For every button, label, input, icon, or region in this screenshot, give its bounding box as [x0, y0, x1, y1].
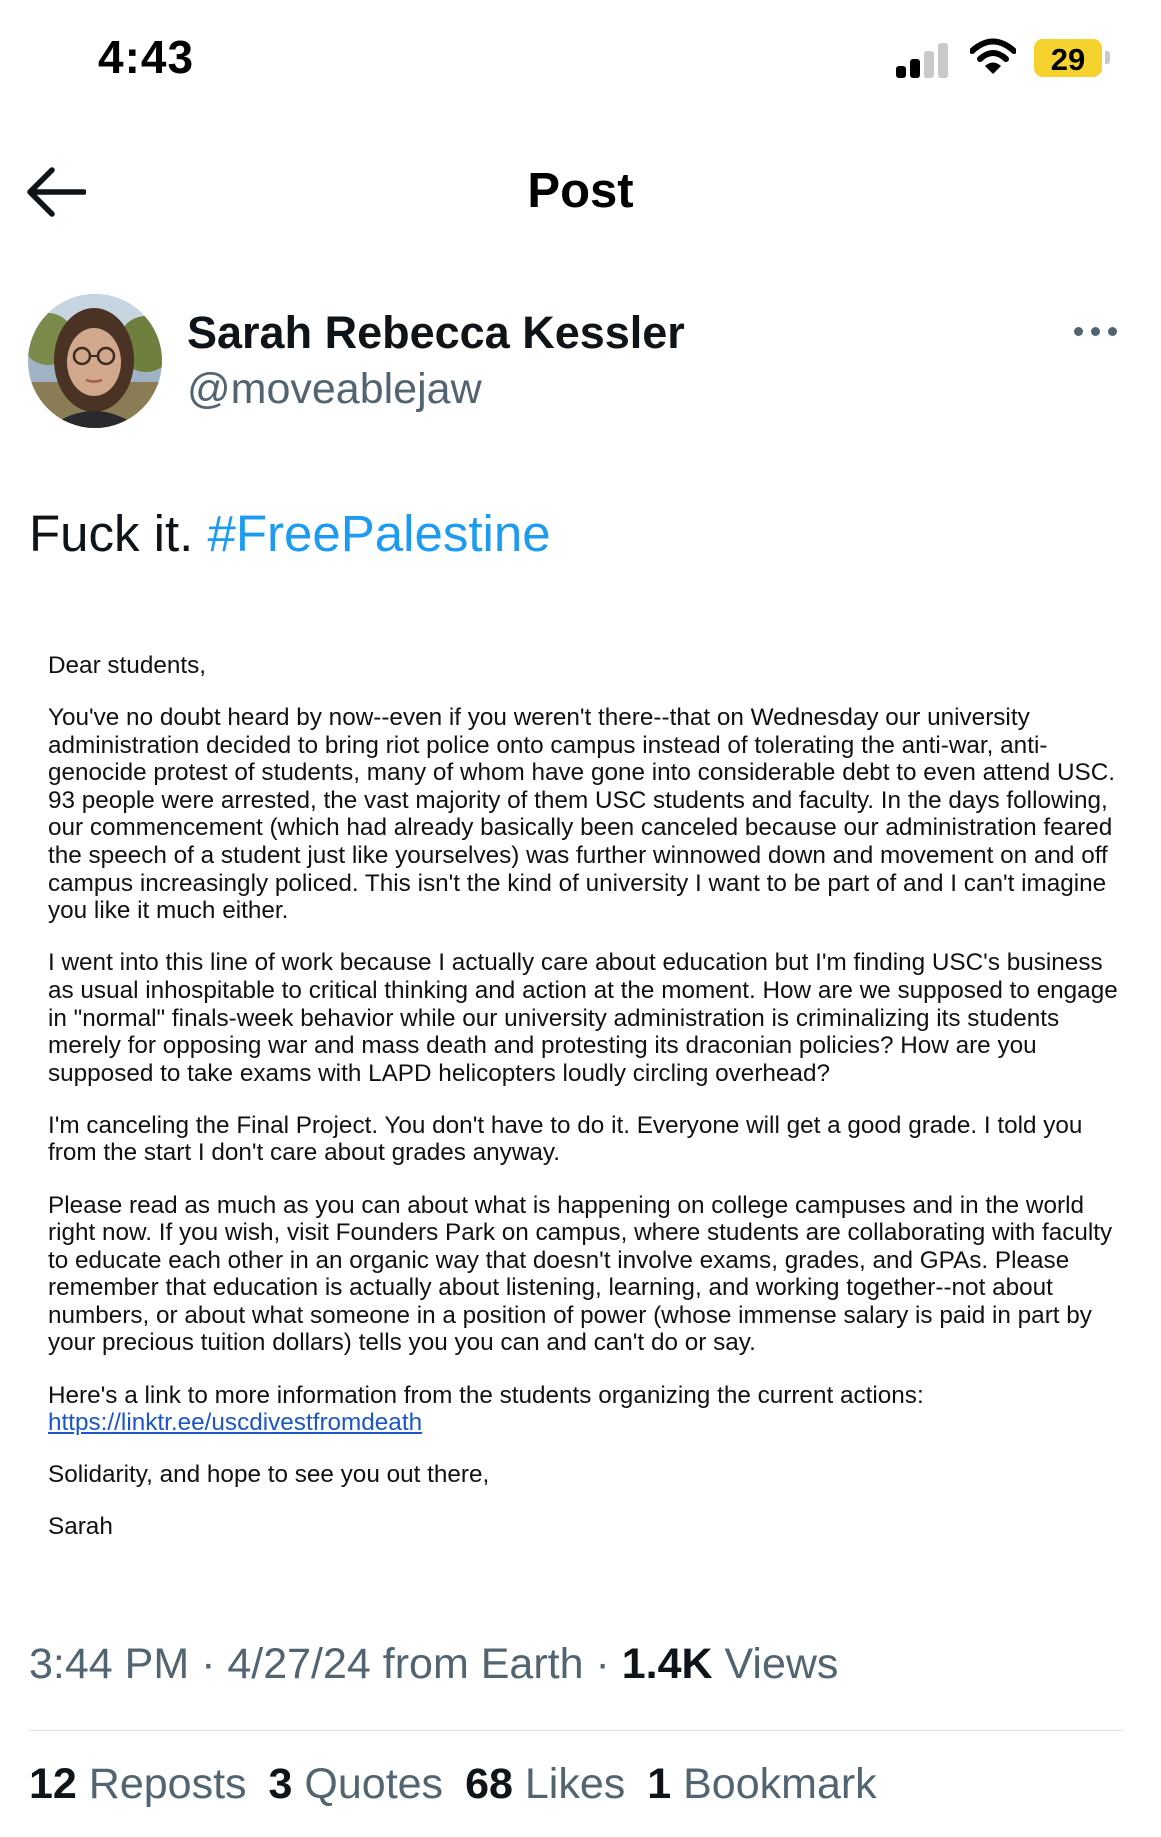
more-options-icon[interactable]	[1072, 322, 1120, 342]
letter-paragraph-2: I went into this line of work because I actually care about education but I'm finding USC's business as usual inhospitable to critical thinking and action at the moment. How are we supposed to engage in "normal" finals-week behavior while our university administration is criminalizing its students merely for opposing war and mass death and protesting its draconian policies? How are you supposed to take exams with LAPD helicopters loudly circling overhead?	[48, 949, 1118, 1087]
wifi-icon	[970, 38, 1016, 76]
letter-image	[48, 652, 1128, 1565]
engagement-stats	[29, 1760, 899, 1809]
reposts-label: Reposts	[76, 1760, 247, 1808]
battery-tip	[1105, 51, 1110, 64]
meta-separator: ·	[189, 1640, 228, 1688]
letter-link-intro: Here's a link to more information from the students organizing the current actions:	[48, 1381, 924, 1409]
status-bar	[0, 0, 1161, 120]
reposts-count: 12	[29, 1760, 77, 1808]
views-count: 1.4K	[621, 1640, 713, 1688]
quotes-label: Quotes	[292, 1760, 444, 1808]
letter-paragraph-1: You've no doubt heard by now--even if you weren't there--that on Wednesday our university administration decided to bring riot police onto campus instead of tolerating the anti-war, anti-genocide protest of students, many of whom have gone into considerable debt to even attend USC. 93 people were arrested, the vast majority of them USC students and faculty. In the days following, our commencement (which had already basically been canceled because our administration feared the speech of a student just like yourselves) was further winnowed down and movement on and off campus increasingly policed. This isn't the kind of university I want to be part of and I can't imagine you like it much either.	[48, 704, 1116, 925]
quotes-stat[interactable]	[269, 1760, 444, 1809]
bookmarks-label: Bookmark	[671, 1760, 877, 1808]
divider	[29, 1730, 1123, 1731]
status-time: 4:43	[98, 31, 195, 83]
reposts-stat[interactable]	[29, 1760, 247, 1809]
letter-closing: Solidarity, and hope to see you out there,	[48, 1461, 490, 1489]
battery-level: 29	[1050, 42, 1086, 77]
likes-count: 68	[465, 1760, 513, 1808]
post-time: 3:44 PM	[29, 1640, 190, 1688]
signal-strength-icon	[896, 42, 952, 78]
post-meta	[29, 1640, 838, 1689]
bookmarks-count: 1	[647, 1760, 672, 1808]
quotes-count: 3	[268, 1760, 293, 1808]
likes-stat[interactable]	[465, 1760, 625, 1809]
post-date-location: 4/27/24 from Earth	[227, 1640, 584, 1688]
letter-link-paragraph	[48, 1382, 1128, 1437]
meta-separator: ·	[583, 1640, 622, 1688]
likes-label: Likes	[512, 1760, 626, 1808]
battery-icon	[1034, 39, 1102, 77]
letter-signature: Sarah	[48, 1513, 113, 1541]
views-label: Views	[712, 1640, 839, 1688]
letter-paragraph-3: I'm canceling the Final Project. You don't have to do it. Everyone will get a good grade. I told you from the start I don't care about grades anyway.	[48, 1111, 1083, 1167]
letter-paragraph-4: Please read as much as you can about what is happening on college campuses and in the world right now. If you wish, visit Founders Park on campus, where students are collaborating with faculty to educate each other in an organic way that doesn't involve exams, grades, and GPAs. Please remember that education is actually about listening, learning, and working together--not about numbers, or about what someone in a position of power (whose immense salary is paid in part by your precious tuition dollars) tells you you can and can't do or say.	[48, 1191, 1113, 1357]
bookmarks-stat[interactable]	[647, 1760, 876, 1809]
author-display-name[interactable]: Sarah Rebecca Kessler	[187, 307, 685, 358]
letter-greeting: Dear students,	[48, 652, 207, 679]
author-handle[interactable]: @moveablejaw	[187, 365, 482, 413]
tweet-text	[29, 504, 551, 563]
avatar[interactable]	[28, 294, 162, 428]
hashtag-link[interactable]: #FreePalestine	[207, 505, 551, 562]
letter-link[interactable]: https://linktr.ee/uscdivestfromdeath	[48, 1409, 423, 1437]
tweet-text-body: Fuck it.	[29, 505, 208, 562]
page-title: Post	[527, 164, 634, 218]
